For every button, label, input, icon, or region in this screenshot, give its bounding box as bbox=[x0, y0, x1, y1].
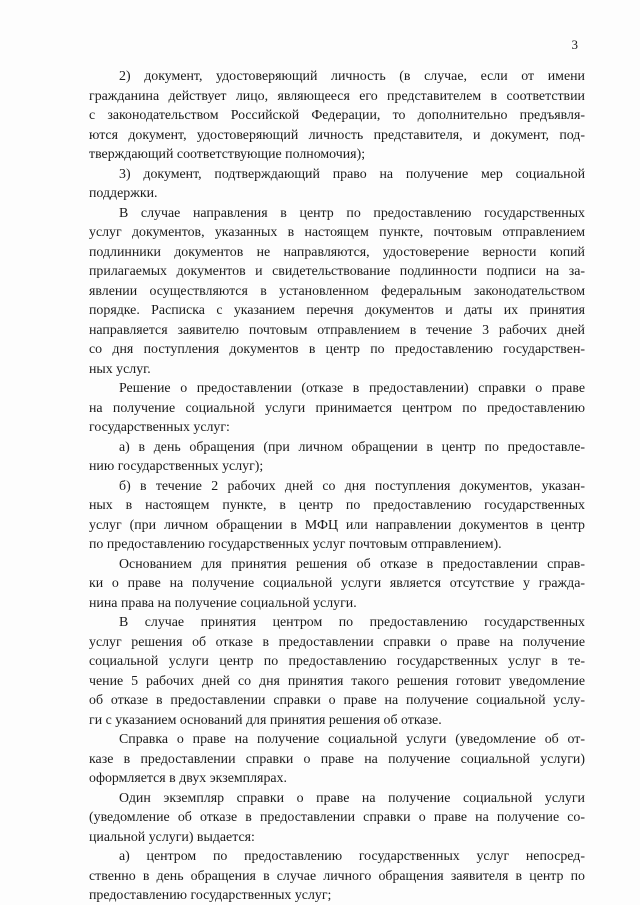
text-line: поддержки. bbox=[89, 186, 158, 201]
text-line: нию государственных услуг); bbox=[89, 459, 264, 474]
text-line: направляется заявителю почтовым отправлением в течение 3 рабочих дней bbox=[89, 322, 585, 338]
text-line: социальной услуги центр по предоставлению государственных услуг в те- bbox=[89, 654, 585, 669]
text-line: ных услуг. bbox=[89, 361, 151, 377]
text-line: явлении осуществляются в установленном федеральным законодательством bbox=[89, 283, 585, 299]
text-line: нина права на получение социальной услуги. bbox=[89, 595, 357, 611]
text-line: подлинники документов не направляются, удостоверение верности копий bbox=[89, 244, 585, 260]
text-line: ных в настоящем пункте, в центр по предоставлению государственных bbox=[89, 498, 585, 513]
text-line: а) в день обращения (при личном обращении в центр по предоставле- bbox=[119, 439, 585, 455]
text-line: чение 5 рабочих дней со дня принятия такого решения готовит уведомление bbox=[89, 673, 585, 689]
text-line: казе в предоставлении справки о праве на получение социальной услуги) bbox=[89, 751, 585, 767]
text-line: а) центром по предоставлению государственных услуг непосред- bbox=[119, 849, 585, 864]
text-line: Решение о предоставлении (отказе в предоставлении) справки о праве bbox=[119, 381, 585, 396]
text-line: услуг документов, указанных в настоящем пункте, почтовым отправлением bbox=[89, 225, 585, 240]
text-line: ги с указанием оснований для принятия решения об отказе. bbox=[89, 712, 442, 728]
text-line: В случае принятия центром по предоставлению государственных bbox=[119, 615, 585, 630]
text-line: порядке. Расписка с указанием перечня документов и даты их принятия bbox=[89, 303, 585, 318]
text-line: об отказе в предоставлении справки о праве на получение социальной услу- bbox=[89, 693, 585, 708]
text-line: б) в течение 2 рабочих дней со дня поступления документов, указан- bbox=[119, 478, 585, 494]
text-line: с законодательством Российской Федерации, то дополнительно предъявля- bbox=[89, 108, 585, 123]
text-line: прилагаемых документов и свидетельствование подлинности подписи на за- bbox=[89, 264, 585, 279]
page-number: 3 bbox=[571, 37, 578, 52]
text-line: предоставлению государственных услуг; bbox=[89, 888, 332, 903]
document-body bbox=[89, 67, 585, 906]
text-line: ются документ, удостоверяющий личность представителя, и документ, под- bbox=[89, 127, 585, 143]
text-line: государственных услуг: bbox=[89, 420, 230, 435]
text-line: ки о праве на получение социальной услуги является отсутствие у гражда- bbox=[89, 576, 585, 591]
text-line: услуг (при личном обращении в МФЦ или направлении документов в центр bbox=[89, 517, 585, 533]
text-line: гражданина действует лицо, являющееся его представителем в соответствии bbox=[89, 88, 585, 104]
text-line: на получение социальной услуги принимается центром по предоставлению bbox=[89, 400, 585, 416]
text-line: тверждающий соответствующие полномочия); bbox=[89, 147, 366, 162]
text-line: по предоставлению государственных услуг почтовым отправлением). bbox=[89, 537, 502, 552]
text-line: оформляется в двух экземплярах. bbox=[89, 771, 287, 786]
text-line: 3) документ, подтверждающий право на получение мер социальной bbox=[119, 166, 585, 182]
text-line: услуг решения об отказе в предоставлении справки о праве на получение bbox=[89, 634, 585, 650]
text-line: В случае направления в центр по предоставлению государственных bbox=[119, 205, 585, 221]
text-line: Основанием для принятия решения об отказе в предоставлении справ- bbox=[119, 556, 585, 572]
text-line: ственно в день обращения в случае личного обращения заявителя в центр по bbox=[89, 868, 585, 884]
text-line: циальной услуги) выдается: bbox=[89, 829, 255, 845]
text-line: Один экземпляр справки о праве на получение социальной услуги bbox=[119, 790, 585, 806]
text-line: Справка о праве на получение социальной услуги (уведомление об от- bbox=[119, 732, 585, 747]
text-line: (уведомление об отказе в предоставлении справки о праве на получение со- bbox=[89, 810, 585, 825]
text-line: со дня поступления документов в центр по предоставлению государствен- bbox=[89, 342, 585, 357]
text-line: 2) документ, удостоверяющий личность (в случае, если от имени bbox=[119, 69, 585, 84]
